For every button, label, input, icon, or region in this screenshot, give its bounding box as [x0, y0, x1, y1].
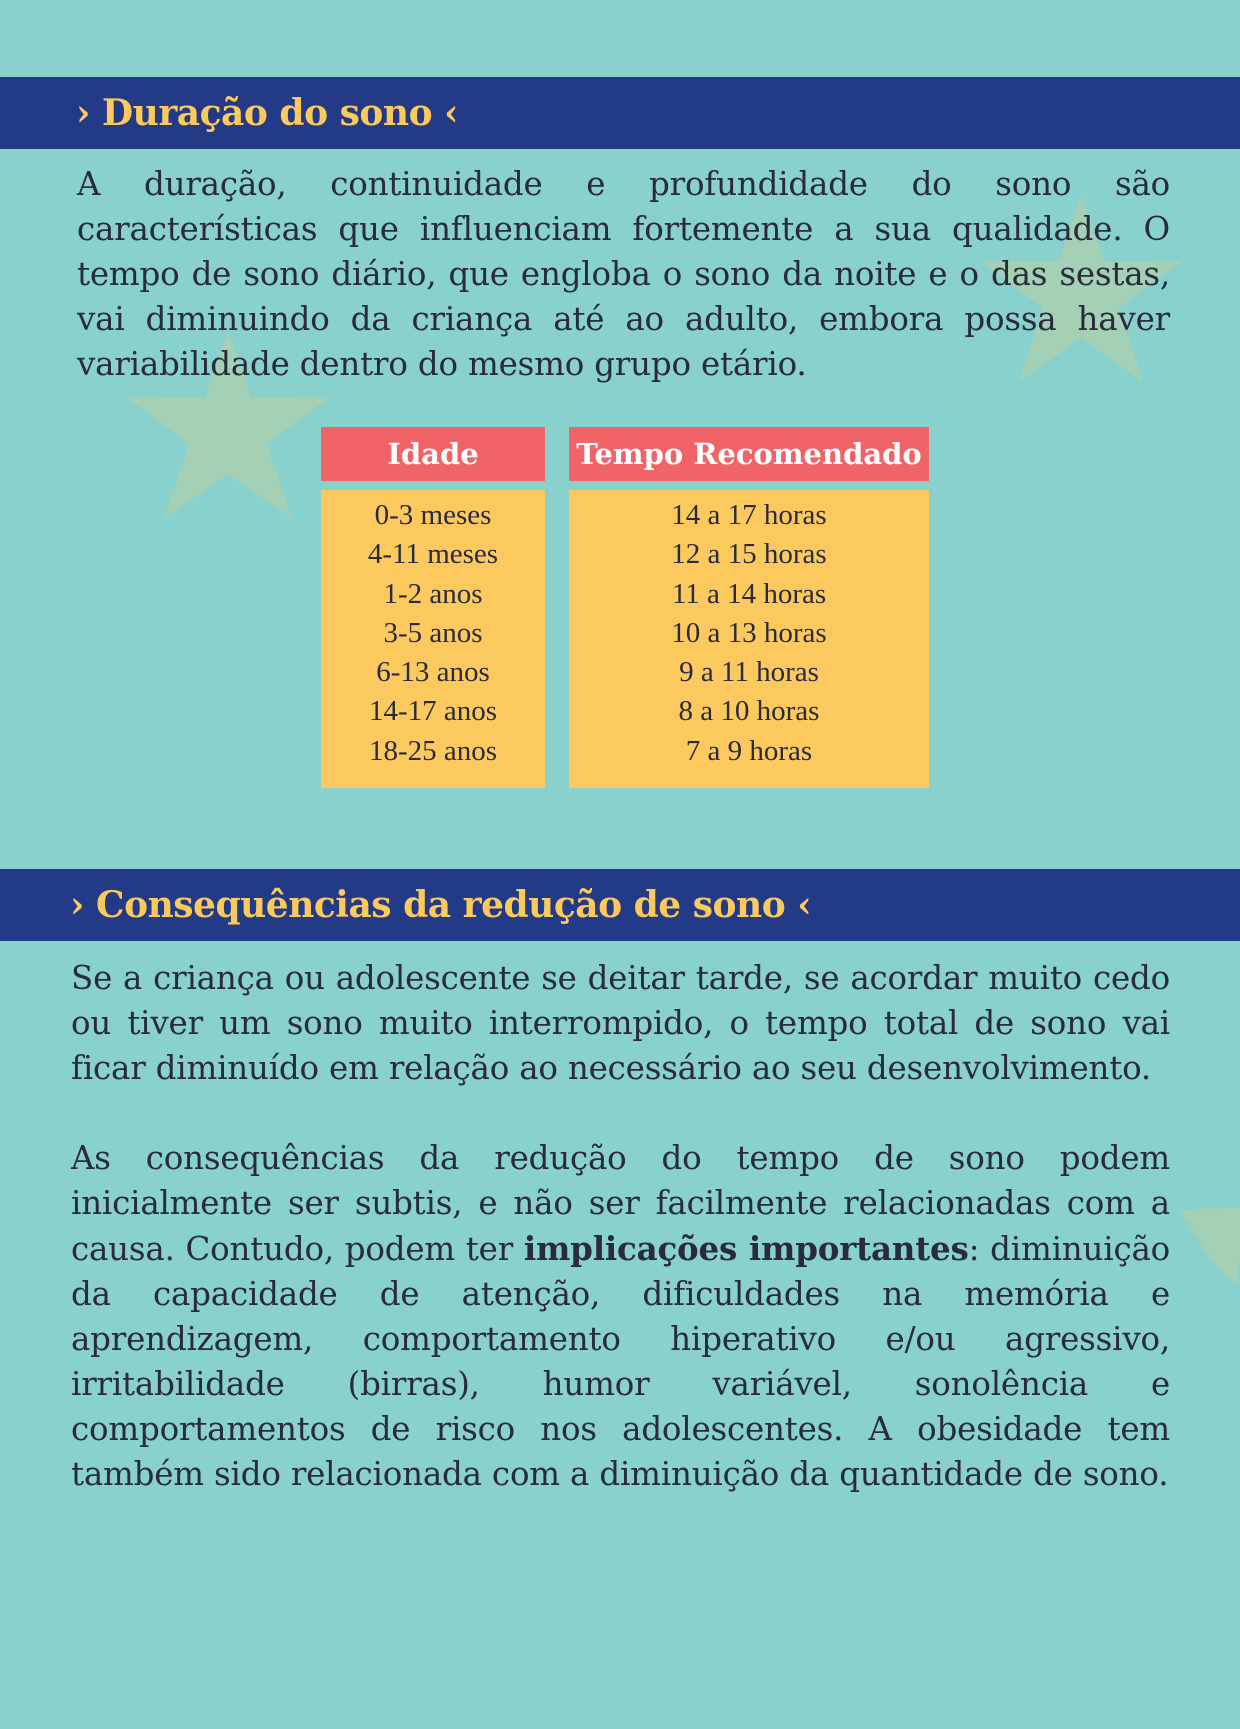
consequences-paragraph-2: [71, 1136, 1170, 1497]
table-cell-age: 18-25 anos: [368, 734, 498, 767]
table-cell-age: 14-17 anos: [368, 695, 498, 728]
table-cell-age: 0-3 meses: [374, 499, 492, 531]
table-cell-age: 3-5 anos: [383, 616, 483, 649]
section-title-sleep-duration: › Duração do sono ‹: [76, 92, 459, 134]
table-header-age: Idade: [321, 427, 545, 481]
star-edge-icon: [1180, 1207, 1240, 1285]
table-cell-age: 4-11 meses: [367, 538, 499, 571]
paragraph-text: : diminuição da capacidade de atenção, dificuldades na memória e aprendizagem, comportamento hiperativo e/ou agressivo, irritabilidade (birras), humor variável, sonolência e comportamentos de risco nos adolescentes. A obesidade tem também sido relacionada com a diminuição da quantidade de sono.: [71, 1230, 1170, 1493]
paragraph-text: As consequências da redução do tempo de sono podem inicialmente ser subtis, e não ser facilmente relacionadas com a causa. Contudo, podem ter: [71, 1139, 1170, 1268]
table-cell-time: 14 a 17 horas: [671, 499, 827, 531]
table-header-recommended-time: Tempo Recomendado: [569, 427, 929, 481]
section-title-sleep-reduction-consequences: › Consequências da redução de sono ‹: [70, 884, 812, 926]
table-cell-age: 1-2 anos: [383, 577, 483, 610]
table-cell-time: 7 a 9 horas: [685, 734, 813, 767]
bold-emphasis: implicações importantes: [523, 1229, 969, 1268]
table-cell-time: 12 a 15 horas: [671, 538, 827, 571]
consequences-paragraph-1: Se a criança ou adolescente se deitar tarde, se acordar muito cedo ou tiver um sono muito interrompido, o tempo total de sono vai ficar diminuído em relação ao necessário ao seu desenvolvimento.: [71, 959, 1170, 1087]
table-cell-time: 8 a 10 horas: [678, 695, 820, 728]
table-cell-time: 9 a 11 horas: [679, 656, 819, 689]
section-header-band: [0, 869, 1240, 941]
table-cell-time: 10 a 13 horas: [671, 616, 827, 649]
table-cell-time: 11 a 14 horas: [671, 577, 827, 610]
table-cell-age: 6-13 anos: [376, 656, 490, 689]
table-column-recommended-time: [569, 490, 929, 788]
table-column-age: [321, 490, 545, 788]
section-header-band: [0, 77, 1240, 149]
intro-paragraph: A duração, continuidade e profundidade do sono são características que influenciam fortemente a sua qualidade. O tempo de sono diário, que engloba o sono da noite e o das sestas, vai diminuindo da criança até ao adulto, embora possa haver variabilidade dentro do mesmo grupo etário.: [77, 165, 1170, 383]
